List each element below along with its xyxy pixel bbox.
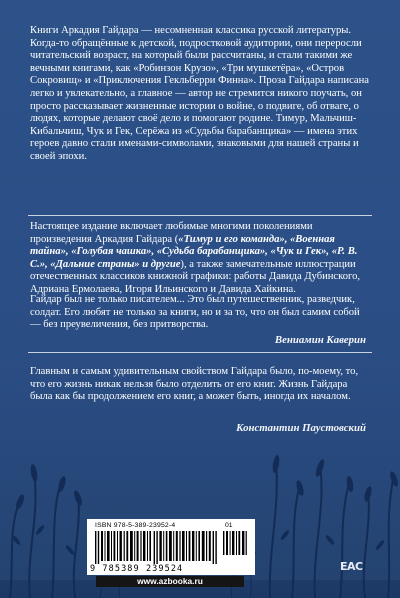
divider-1 — [28, 215, 372, 216]
isbn-text: ISBN 978-5-389-23952-4 — [95, 522, 176, 529]
divider-2 — [28, 352, 372, 353]
quote-paustovsky: Главным и самым удивительным свойством Гайдара было, по-моему, то, что его жизнь никак нельзя было отделить от его книг. Жизнь Гайдара была как бы продолжением его книг, а может быть, иногда их началом. — [30, 366, 359, 403]
edition-titles: «Тимур и его команда», «Военная тайна», «Голубая чашка», «Судьба барабанщика», «Чук и Гек», «Р. В. С.», «Дальние страны» и другие — [30, 233, 358, 270]
edition-lead: Настоящее издание включает любимые многими поколениями произведения Аркадия Гайдара ( — [30, 221, 313, 245]
publisher-website[interactable]: www.azbooka.ru — [96, 576, 244, 587]
intro-paragraph: Книги Аркадия Гайдара — несомненная классика русской литературы. Когда-то обращённые к детской, подростковой аудитории, они переросли читательский возраст, на который были рассчитаны, и стали такими же вечными книгами, как «Робинзон Крузо», «Три мушкетёра», «Остров Сокровищ» и «Приключения Гекльберри Финна». Проза Гайдара написана легко и увлекательно, а главное — автор не стремится никого поучать, он просто рассказывает жизненные истории о войне, о подвиге, об отваге, о людях, которые делают своё дело и помогают родине. Тимур, Мальчиш-Кибальчиш, Чук и Гек, Серёжа из «Судьбы барабанщика» — имена этих героев давно стали именами-символами, знаковыми для нашей страны и своей эпохи. — [30, 25, 369, 162]
edition-paragraph — [30, 221, 372, 297]
eac-mark: ЕАС — [340, 560, 363, 573]
barcode-number: 9 785389 239524 — [90, 564, 184, 574]
quote-paustovsky-author: Константин Паустовский — [236, 422, 366, 434]
isbn-suffix: 01 — [225, 522, 233, 529]
barcode-bars — [95, 531, 219, 564]
edition-tail: ), а также замечательные иллюстрации отечественных классиков книжной графики: работы Давида Дубинского, Адриана Ермолаева, Игоря Ильинского и Давида Хайкина. — [30, 258, 361, 295]
barcode-label — [87, 519, 255, 575]
barcode-addon-bars — [223, 531, 247, 555]
quote-kaverin-author: Вениамин Каверин — [274, 334, 366, 346]
quote-kaverin: Гайдар был не только писателем... Это был путешественник, разведчик, солдат. Его любят не только за книги, но и за то, что он был самим собой — без преувеличения, без притворства. — [30, 294, 360, 331]
